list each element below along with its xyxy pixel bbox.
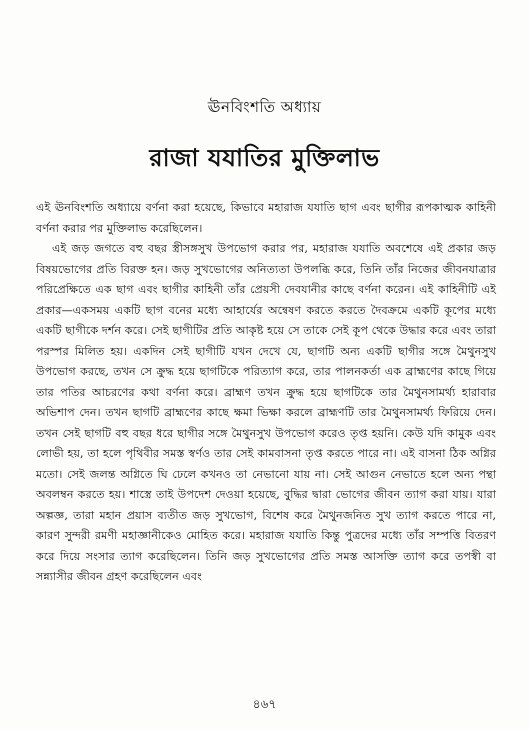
summary-paragraph: এই ঊনবিংশতি অধ্যায়ে বর্ণনা করা হয়েছে, কিভাবে মহারাজ যযাতি ছাগ এবং ছাগীর রূপকাত্মক কাহিনী বর্ণনা করার পর মুক্তিলাভ করেছিলেন। bbox=[36, 201, 496, 235]
story-paragraph: এই জড় জগতে বহু বছর স্ত্রীসঙ্গসুখ উপভোগ করার পর, মহারাজ যযাতি অবশেষে এই প্রকার জড় বিষয়ভোগের প্রতি বিরক্ত হন। জড় সুখভোগের অনিত্যতা উপলব্ধি করে, তিনি তাঁর নিজের জীবনযাত্রার পরিপ্রেক্ষিতে এক ছাগ এবং ছাগীর কাহিনী তাঁর প্রেয়সী দেবযানীর কাছে বর্ণনা করেন। এই কাহিনীটি এই প্রকার—একসময় একটি ছাগ বনের মধ্যে আহার্যের অন্বেষণ করতে করতে দৈবক্রমে একটি কূপের মধ্যে একটি ছাগীকে দর্শন করে। সেই ছাগীটির প্রতি আকৃষ্ট হয়ে সে তাকে সেই কূপ থেকে উদ্ধার করে এবং তারা পরস্পর মিলিত হয়। একদিন সেই ছাগীটি যখন দেখে যে, ছাগটি অন্য একটি ছাগীর সঙ্গে মৈথুনসুখ উপভোগ করছে, তখন সে ক্রুদ্ধ হয়ে ছাগটিকে পরিত্যাগ করে, তার পালনকর্তা এক ব্রাহ্মণের কাছে গিয়ে তার পতির আচরণের কথা বর্ণনা করে। ব্রাহ্মণ তখন ক্রুদ্ধ হয়ে ছাগটিকে তার মৈথুনসামর্থ্য হারাবার অভিশাপ দেন। তখন ছাগটি ব্রাহ্মণের কাছে ক্ষমা ভিক্ষা করলে ব্রাহ্মণটি তার মৈথুনসামর্থ্য ফিরিয়ে দেন। তখন সেই ছাগটি বহু বছর ধরে ছাগীর সঙ্গে মৈথুনসুখ উপভোগ করেও তৃপ্ত হয়নি। কেউ যদি কামুক এবং লোভী হয়, তা হলে পৃথিবীর সমস্ত স্বর্ণও তার সেই কামবাসনা তৃপ্ত করতে পারে না। এই বাসনা ঠিক অগ্নির মতো। সেই জলন্ত অগ্নিতে ঘি ঢেলে কখনও তা নেভানো যায় না। সেই আগুন নেভাতে হলে অন্য পন্থা অবলম্বন করতে হয়। শাস্ত্রে তাই উপদেশ দেওয়া হয়েছে, বুদ্ধির দ্বারা ভোগের জীবন ত্যাগ করা যায়। যারা অল্পজ্ঞ, তারা মহান প্রয়াস ব্যতীত জড় সুখভোগ, বিশেষ করে মৈথুনজনিত সুখ ত্যাগ করতে পারে না, কারণ সুন্দরী রমণী মহাজ্ঞানীকেও মোহিত করে। মহারাজ যযাতি কিন্তু পুত্রদের মধ্যে তাঁর সম্পত্তি বিতরণ করে দিয়ে সংসার ত্যাগ করেছিলেন। তিনি জড় সুখভোগের প্রতি সমস্ত আসক্তি ত্যাগ করে তপস্বী বা সন্ন্যাসীর জীবন গ্রহণ করেছিলেন এবং bbox=[36, 242, 496, 583]
body-text bbox=[36, 198, 496, 588]
chapter-heading: ঊনবিংশতি অধ্যায় bbox=[207, 98, 322, 116]
chapter-title: রাজা যযাতির মুক্তিলাভ bbox=[149, 144, 380, 172]
page-number: ৪৬৭ bbox=[252, 697, 277, 711]
